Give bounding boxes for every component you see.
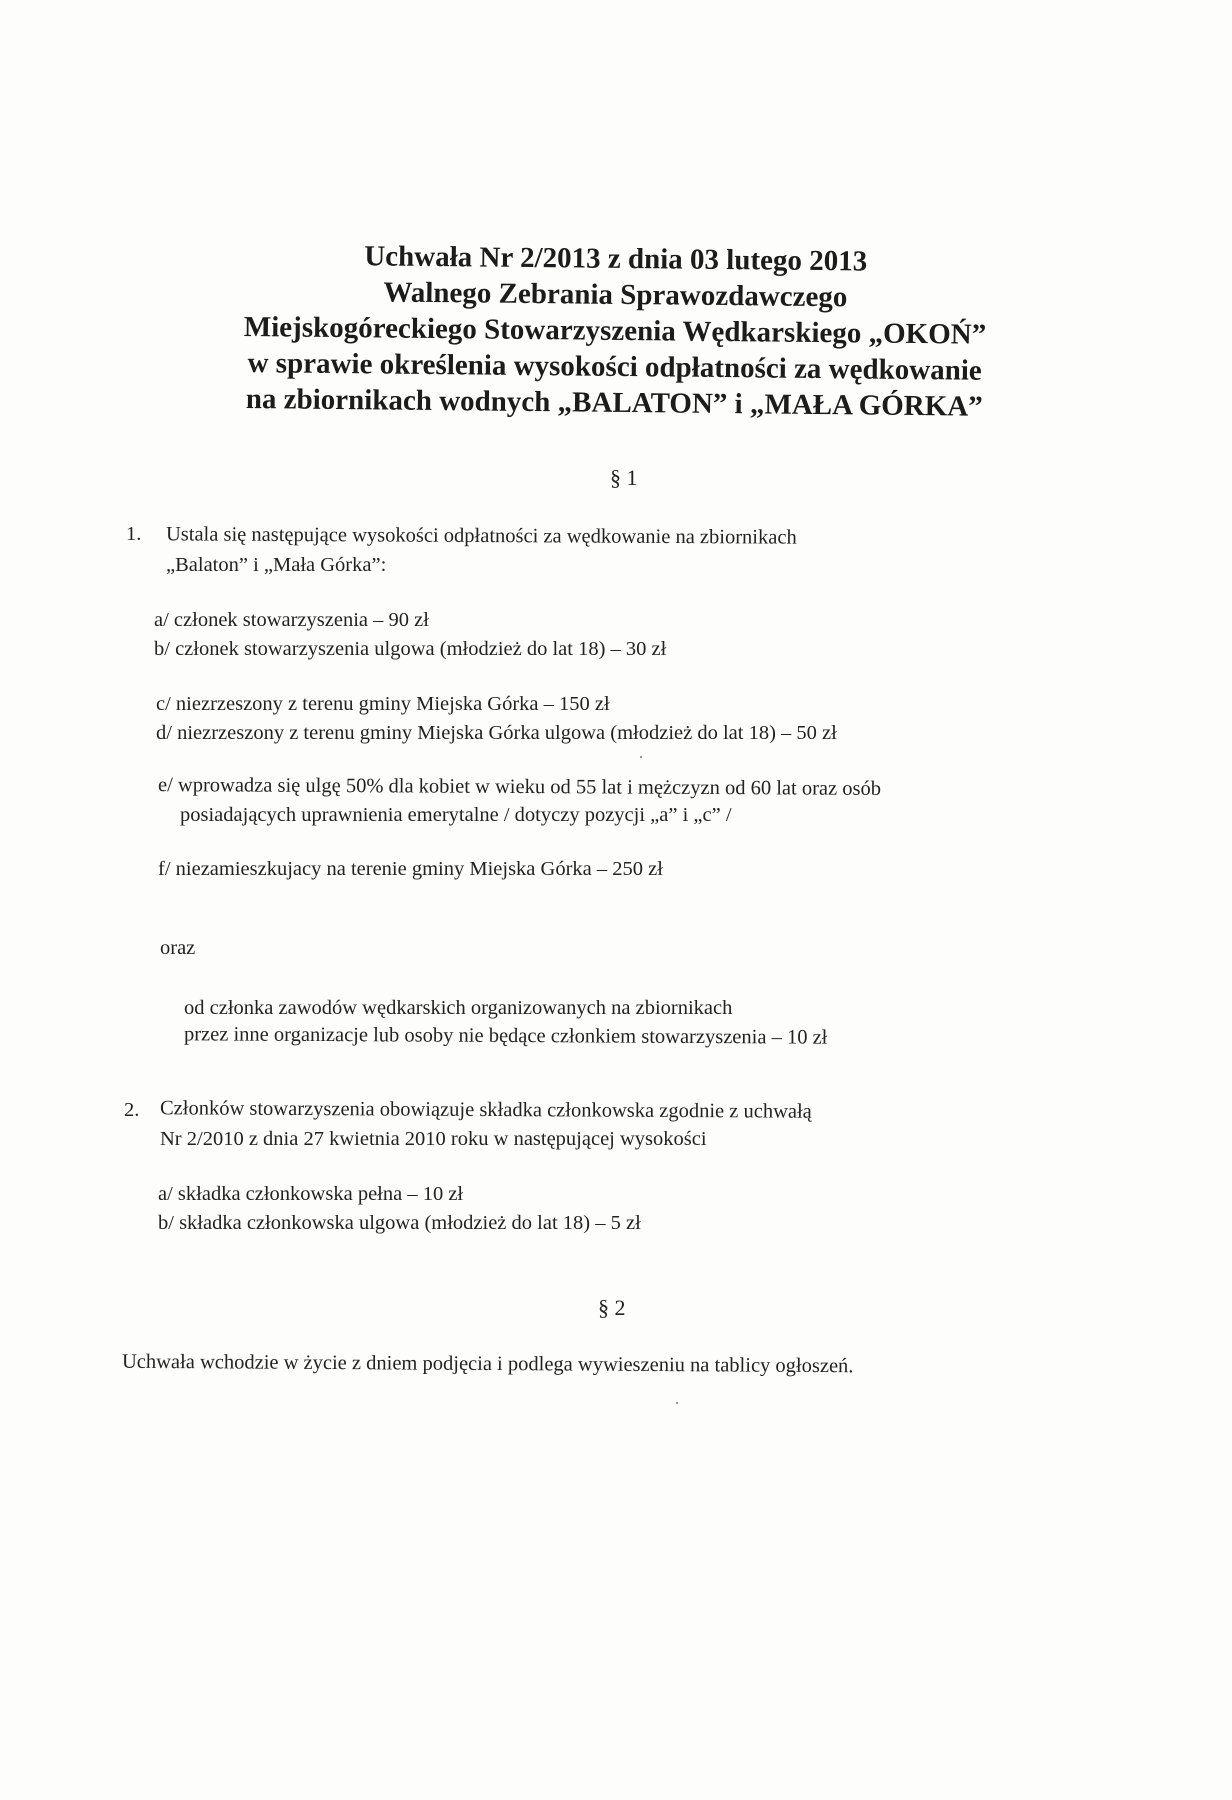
oraz-text: oraz xyxy=(160,937,196,959)
point-2-line-2: Nr 2/2010 z dnia 27 kwietnia 2010 roku w następującej wysokości xyxy=(160,1128,707,1150)
dues-item-a: a/ składka członkowska pełna – 10 zł xyxy=(158,1183,464,1205)
fee-item-e-continued: posiadających uprawnienia emerytalne / dotyczy pozycji „a” i „c” / xyxy=(180,804,732,826)
section-2-heading: § 2 xyxy=(598,1295,626,1320)
title-line-4: w sprawie określenia wysokości odpłatności za wędkowanie xyxy=(247,347,982,387)
fee-item-a: a/ członek stowarzyszenia – 90 zł xyxy=(154,609,429,631)
point-2-line-1: Członków stowarzyszenia obowiązuje składka członkowska zgodnie z uchwałą xyxy=(159,1097,812,1123)
point-1-number: 1. xyxy=(126,523,142,545)
competition-line-2: przez inne organizacje lub osoby nie będące członkiem stowarzyszenia – 10 zł xyxy=(183,1023,828,1049)
section-2-text: Uchwała wchodzie w życie z dniem podjęcia i podlega wywieszeniu na tablicy ogłoszeń. xyxy=(121,1350,854,1378)
competition-line-1: od członka zawodów wędkarskich organizowanych na zbiornikach xyxy=(184,997,733,1019)
fee-item-c: c/ niezrzeszony z terenu gminy Miejska Górka – 150 zł xyxy=(156,693,610,715)
title-line-5: na zbiornikach wodnych „BALATON” i „MAŁA GÓRKA” xyxy=(245,383,983,423)
fee-item-e: e/ wprowadza się ulgę 50% dla kobiet w wieku od 55 lat i mężczyzn od 60 lat oraz osób xyxy=(157,774,882,800)
fee-item-f: f/ niezamieszkujacy na terenie gminy Miejska Górka – 250 zł xyxy=(158,858,663,880)
title-line-2: Walnego Zebrania Sprawozdawczego xyxy=(383,276,848,314)
title-line-3: Miejskogóreckiego Stowarzyszenia Wędkarskiego „OKOŃ” xyxy=(243,310,987,351)
scan-speck xyxy=(640,756,642,758)
point-1-intro-line-2: „Balaton” i „Mała Górka”: xyxy=(166,554,387,576)
title-line-1: Uchwała Nr 2/2013 z dnia 03 lutego 2013 xyxy=(364,240,868,278)
fee-item-b: b/ członek stowarzyszenia ulgowa (młodzież do lat 18) – 30 zł xyxy=(154,638,667,660)
dues-item-b: b/ składka członkowska ulgowa (młodzież do lat 18) – 5 zł xyxy=(158,1212,641,1234)
scan-speck xyxy=(676,1402,678,1404)
point-1-intro-line-1: Ustala się następujące wysokości odpłatności za wędkowanie na zbiornikach xyxy=(165,523,797,549)
resolution-title xyxy=(148,236,1082,426)
fee-item-d: d/ niezrzeszony z terenu gminy Miejska Górka ulgowa (młodzież do lat 18) – 50 zł xyxy=(156,722,837,744)
point-2-number: 2. xyxy=(124,1099,140,1121)
section-1-heading: § 1 xyxy=(610,465,638,490)
